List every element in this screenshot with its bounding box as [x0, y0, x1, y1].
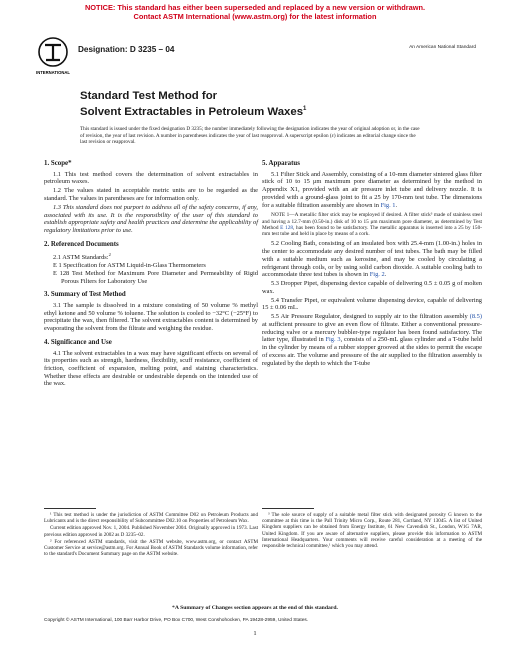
paragraph-1-1: 1.1 This test method covers the determination of solvent extractables in petroleum waxes.	[44, 170, 258, 186]
notice-line-1: NOTICE: This standard has either been superseded and replaced by a new version or withdrawn.	[84, 3, 426, 12]
link-e128[interactable]: E 128	[280, 224, 294, 231]
copyright-line: Copyright © ASTM International, 100 Barr Harbor Drive, PO Box C700, West Conshohocken, PA 19428-2959, United States.	[44, 618, 309, 623]
title-footnote-mark: 1	[303, 106, 307, 112]
link-section-8-5[interactable]: (8.5)	[469, 313, 482, 321]
section-heading-referenced-documents: 2. Referenced Documents	[44, 240, 119, 248]
designation: Designation: D 3235 – 04	[78, 45, 175, 54]
page-number: 1	[253, 630, 257, 637]
footnotes-right	[262, 512, 482, 550]
footnotes-left	[44, 512, 258, 558]
astm-logo-icon	[36, 36, 70, 78]
section-heading-apparatus: 5. Apparatus	[262, 160, 300, 167]
paragraph-4-1: 4.1 The solvent extractables in a wax may have significant effects on several of its properties such as strength, hardness, flexibility, scuff resistance, coefficient of friction, coefficient of expansion, melting point, and staining characteristics. Whether these effects are desirable or undesirable depends on the intended use of the wax.	[44, 349, 258, 388]
document-title	[80, 90, 306, 119]
paragraph-1-2: 1.2 The values stated in acceptable metric units are to be regarded as the standard. The values in parentheses are for information only.	[44, 187, 258, 202]
left-column	[44, 160, 258, 389]
paragraph-5-1: 5.1 Filter Stick and Assembly, consisting of a 10-mm diameter sintered glass filter stick of 10 to 15 μm maximum pore diameter as determined by the method in Appendix X1, provided with an air pressure inlet tube and delivery nozzle. It is provided with a ground-glass joint to fit a 25 by 170-mm test tube. The dimensions for a suitable filtration assembly are shown in Fig. 1.	[262, 170, 482, 209]
note-1: NOTE 1—A metallic filter stick may be employed if desired. A filter stick³ made of stainless steel and having a 12.7-mm (0.50-in.) disk of 10 to 15 μm maximum pore diameter, as determined by Test Method E 128, has been found to be satisfactory. The metallic apparatus is inserted into a 25 by 150-mm test tube and held in place by means of a cork.	[262, 212, 482, 238]
footnote-3: ³ The sole source of supply of a suitable metal filter stick with designated porosity G known to the committee at this time is the Pall Trinity Micro Corp., Route 281, Cortland, NY 13045. A list of United Kingdom suppliers can be obtained from Energy Institute, 61 New Cavendish St., London, W1G 7AR, United Kingdom. If you are aware of alternative suppliers, please provide this information to ASTM International Headquarters. Your comments will receive careful consideration at a meeting of the responsible technical committee,¹ which you may attend.	[262, 512, 482, 550]
notice-line-2: Contact ASTM International (www.astm.org) for the latest information	[133, 12, 377, 21]
footnote-2: ² For referenced ASTM standards, visit the ASTM website, www.astm.org, or contact ASTM Customer Service at service@astm.org. For Annual Book of ASTM Standards volume information, refer to the standard's Document Summary page on the ASTM website.	[44, 538, 258, 558]
section-heading-summary: 3. Summary of Test Method	[44, 291, 126, 299]
section-heading-scope: 1. Scope*	[44, 160, 72, 167]
right-column	[262, 160, 482, 368]
footnote-divider-right	[262, 508, 314, 509]
paragraph-5-3: 5.3 Dropper Pipet, dispensing device capable of delivering 0.5 ± 0.05 g of molten wax.	[262, 280, 482, 295]
link-fig-1[interactable]: Fig. 1	[380, 201, 396, 209]
title-line-1: Standard Test Method for	[80, 90, 218, 102]
summary-of-changes-note: *A Summary of Changes section appears at the end of this standard.	[172, 605, 338, 611]
footnote-divider-left	[44, 508, 96, 509]
reference-e128: E 128 Test Method for Maximum Pore Diameter and Permeability of Rigid Porous Filters for Laboratory Use	[53, 269, 258, 285]
paragraph-3-1: 3.1 The sample is dissolved in a mixture consisting of 50 volume % methyl ethyl ketone and 50 volume % toluene. The solution is cooled to −32°C (−25°F) to precipitate the wax, then filtered. The solvent extractables content is determined by evaporating the solvent from the filtrate and weighing the residue.	[44, 302, 258, 333]
paragraph-5-4: 5.4 Transfer Pipet, or equivalent volume dispensing device, capable of delivering 15 ± 0.06 mL.	[262, 296, 482, 312]
paragraph-1-3: 1.3 This standard does not purport to address all of the safety concerns, if any, associated with its use. It is the responsibility of the user of this standard to establish appropriate safety and health practices and determine the applicability of regulatory limitations prior to use.	[44, 203, 258, 234]
title-line-2: Solvent Extractables in Petroleum Waxes$^1$	[80, 105, 307, 118]
paragraph-5-2: 5.2 Cooling Bath, consisting of an insulated box with 25.4-mm (1.00-in.) holes in the center to accommodate any desired number of test tubes. The bath may be filled with a suitable medium such as kerosine, and may be cooled by circulating a refrigerant through coils, or by using solid carbon dioxide. A suitable cooling bath to accommodate three test tubes is shown in Fig. 2.	[262, 240, 482, 279]
footnote-1-edition: Current edition approved Nov. 1, 2004. Published November 2004. Originally approved in 1973. Last previous edition approved in 2002 as D 3235–02.	[44, 525, 258, 538]
section-heading-significance: 4. Significance and Use	[44, 338, 112, 346]
notice-banner	[0, 3, 510, 21]
paragraph-5-5: 5.5 Air Pressure Regulator, designed to supply air to the filtration assembly (8.5) at sufficient pressure to give an even flow of filtrate. Either a conventional pressure-reducing valve or a mercury bubbler-type regulator has been found satisfactory. The latter type, illustrated in Fig. 3, consists of a 250-mL glass cylinder and a T-tube held in the cylinder by means of a rubber stopper grooved at the sides to permit the escape of excess air. The volume and pressure of the air supplied to the filtration assembly is regulated by the depth to which the T-tube	[262, 313, 482, 367]
paragraph-2-1: 2.1 ASTM Standards:$^2$	[53, 252, 111, 262]
link-fig-2[interactable]: Fig. 2	[369, 271, 385, 279]
logo-text: INTERNATIONAL	[36, 70, 70, 75]
issued-note: This standard is issued under the fixed designation D 3235; the number immediately following the designation indicates the year of original adoption or, in the case of revision, the year of last revision. A number in parentheses indicates the year of last reapproval. A superscript epsilon (ε) indicates an editorial change since the last revision or reapproval.	[80, 126, 420, 146]
national-standard-label: An American National Standard	[409, 45, 476, 50]
link-fig-3[interactable]: Fig. 3	[325, 336, 341, 344]
footnote-1: ¹ This test method is under the jurisdiction of ASTM Committee D02 on Petroleum Products and Lubricants and is the direct responsibility of Subcommittee D02.10 on Properties of Petroleum Wax.	[44, 512, 258, 525]
reference-e1: E 1 Specification for ASTM Liquid-in-Glass Thermometers	[53, 262, 206, 270]
